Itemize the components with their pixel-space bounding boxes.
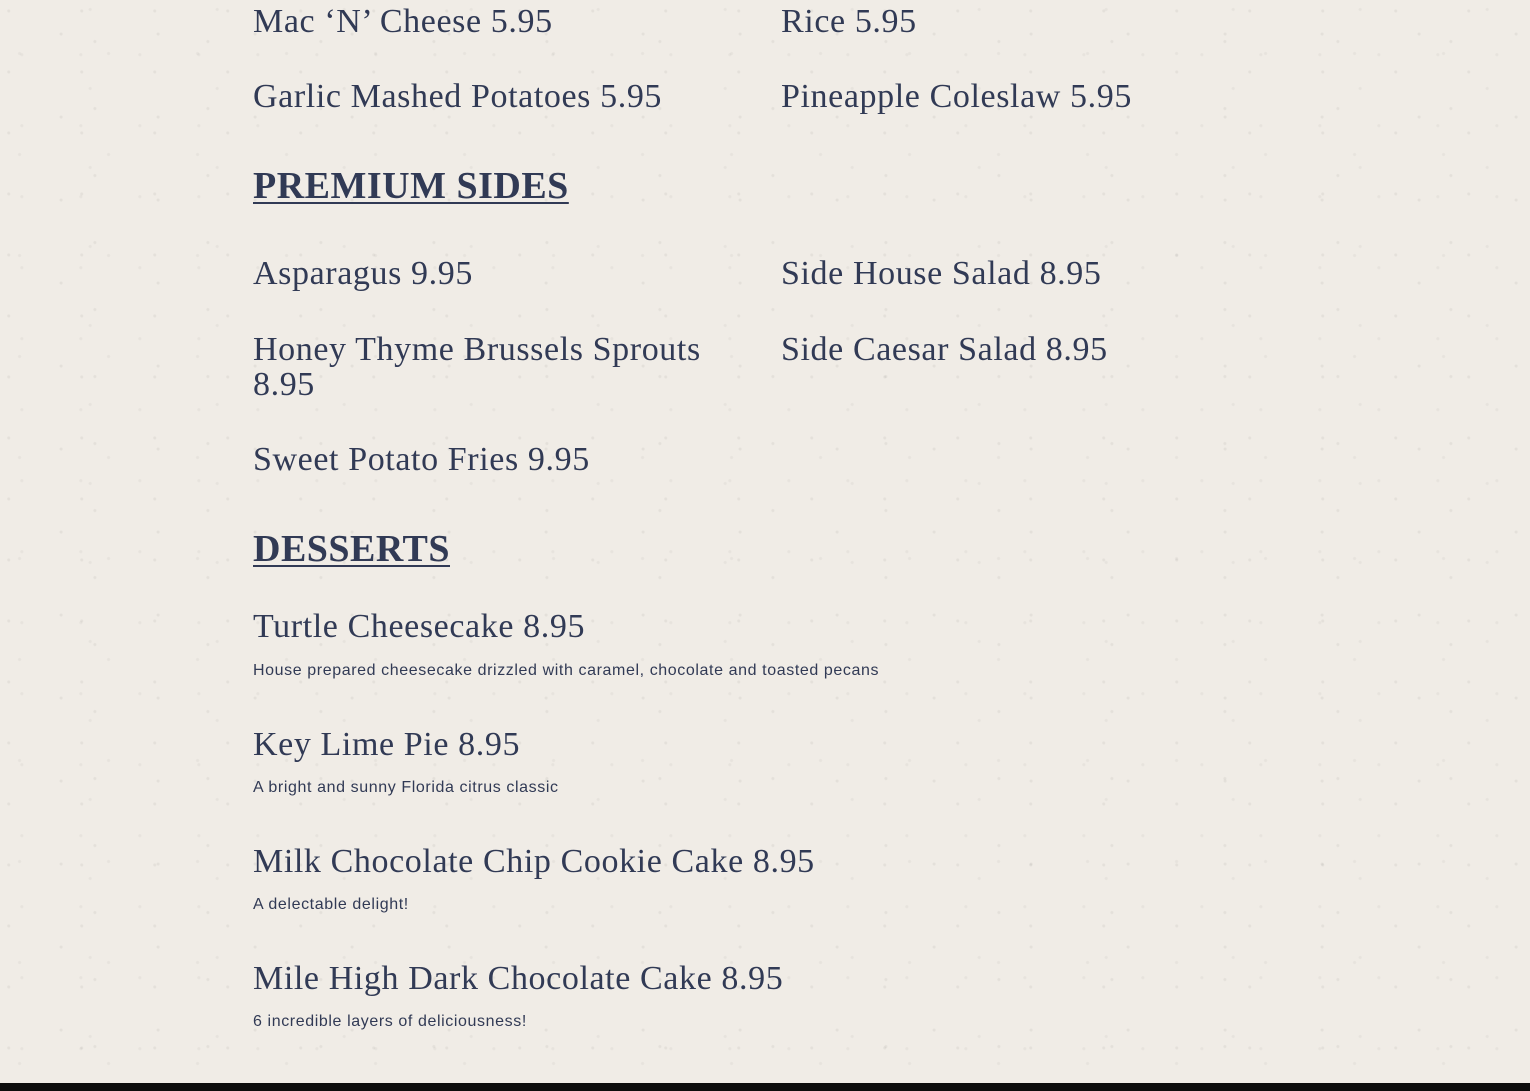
item-price: 8.95 xyxy=(1039,255,1102,292)
menu-item-description: A bright and sunny Florida citrus classic xyxy=(253,779,559,796)
item-name: Honey Thyme Brussels Sprouts xyxy=(253,331,701,368)
footer-edge-bar xyxy=(0,1083,1530,1091)
item-name: Side Caesar Salad xyxy=(781,331,1037,368)
menu-item-pineapple-coleslaw xyxy=(781,79,1132,114)
menu-item-side-caesar-salad xyxy=(781,332,1108,367)
item-name: Mile High Dark Chocolate Cake xyxy=(253,960,713,997)
item-name: Turtle Cheesecake xyxy=(253,608,515,645)
item-price: 9.95 xyxy=(411,255,473,292)
menu-item-key-lime-pie xyxy=(253,727,520,762)
item-price: 8.95 xyxy=(1045,331,1108,368)
item-price: 5.95 xyxy=(490,3,553,40)
item-price: 8.95 xyxy=(523,608,586,645)
item-price: 9.95 xyxy=(527,441,590,478)
item-price: 5.95 xyxy=(600,78,663,115)
menu-item-asparagus xyxy=(253,256,473,291)
item-name: Mac ‘N’ Cheese xyxy=(253,3,482,40)
menu-item-description: House prepared cheesecake drizzled with caramel, chocolate and toasted pecans xyxy=(253,662,880,679)
section-heading-premium-sides: PREMIUM SIDES xyxy=(253,165,569,207)
item-name: Milk Chocolate Chip Cookie Cake xyxy=(253,843,744,880)
item-price: 8.95 xyxy=(721,960,784,997)
menu-item-turtle-cheesecake xyxy=(253,609,585,644)
item-name: Rice xyxy=(781,3,846,40)
menu-item-description: A delectable delight! xyxy=(253,896,409,913)
menu-item-mac-n-cheese xyxy=(253,4,553,39)
menu-item-mile-high-dark-chocolate-cake xyxy=(253,961,783,996)
menu-item-sweet-potato-fries xyxy=(253,442,590,477)
menu-item-side-house-salad xyxy=(781,256,1101,291)
item-name: Key Lime Pie xyxy=(253,726,450,763)
item-name: Pineapple Coleslaw xyxy=(781,78,1061,115)
section-heading-desserts: DESSERTS xyxy=(253,528,450,570)
item-name: Asparagus xyxy=(253,255,402,292)
menu-item-description: 6 incredible layers of deliciousness! xyxy=(253,1013,527,1030)
item-name: Side House Salad xyxy=(781,255,1031,292)
item-price: 8.95 xyxy=(752,843,815,880)
item-name: Garlic Mashed Potatoes xyxy=(253,78,592,115)
menu-item-honey-thyme-brussels-sprouts xyxy=(253,332,723,402)
menu-item-rice xyxy=(781,4,917,39)
item-price: 8.95 xyxy=(458,726,521,763)
menu-item-garlic-mashed-potatoes xyxy=(253,79,662,114)
item-price: 8.95 xyxy=(253,366,315,403)
menu-item-milk-chocolate-chip-cookie-cake xyxy=(253,844,815,879)
item-price: 5.95 xyxy=(1070,78,1132,115)
item-name: Sweet Potato Fries xyxy=(253,441,519,478)
item-price: 5.95 xyxy=(854,3,917,40)
